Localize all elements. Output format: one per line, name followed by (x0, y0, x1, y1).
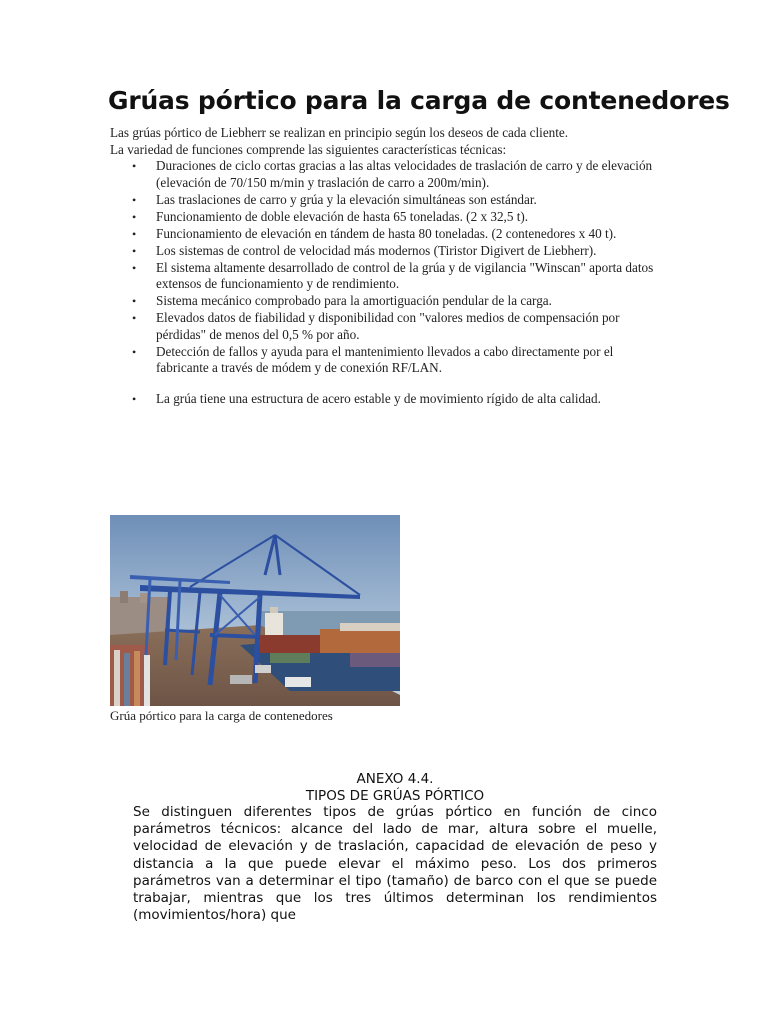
features-list (110, 158, 662, 408)
annex-number: ANEXO 4.4. (356, 771, 434, 787)
list-item: • El sistema altamente desarrollado de control de la grúa y de vigilancia "Winscan" aporta datos extensos de funcionamiento y de rendimiento. (132, 259, 654, 291)
bullet-icon: • (132, 294, 137, 308)
photo-caption: Grúa pórtico para la carga de contenedores (110, 708, 333, 723)
list-item: • La grúa tiene una estructura de acero estable y de movimiento rígido de alta calidad. (132, 390, 601, 406)
intro-line-2: La variedad de funciones comprende las siguientes características técnicas: (110, 141, 507, 157)
list-item: • Los sistemas de control de velocidad más modernos (Tiristor Digivert de Liebherr). (132, 242, 597, 258)
bullet-icon: • (132, 159, 137, 173)
list-item: • Detección de fallos y ayuda para el mantenimiento llevados a cabo directamente por el fabricante a través de módem y de conexión RF/LAN. (132, 343, 614, 375)
bullet-icon: • (132, 260, 137, 275)
bullet-icon: • (132, 192, 137, 207)
intro-paragraph (110, 125, 662, 158)
crane-photo (110, 515, 400, 706)
list-item: • Las traslaciones de carro y grúa y la elevación simultáneas son estándar. (132, 191, 537, 207)
list-item: • Funcionamiento de doble elevación de hasta 65 toneladas. (2 x 32,5 t). (132, 208, 529, 224)
bullet-icon: • (132, 344, 137, 359)
bullet-icon: • (132, 391, 137, 406)
list-item: • Elevados datos de fiabilidad y disponibilidad con "valores medios de compensación por pérdidas" de menos del 0,5 % por año. (132, 310, 620, 342)
annex-heading (133, 771, 657, 805)
page-title: Grúas pórtico para la carga de contenedores (108, 86, 730, 115)
list-item: • Duraciones de ciclo cortas gracias a las altas velocidades de traslación de carro y de elevación (elevación de 70/150 m/min y traslación de carro a 200m/min). (132, 158, 653, 190)
list-item: • Sistema mecánico comprobado para la amortiguación pendular de la carga. (132, 293, 552, 308)
intro-line-1: Las grúas pórtico de Liebherr se realizan en principio según los deseos de cada cliente. (110, 125, 569, 140)
bullet-icon: • (132, 226, 137, 241)
bullet-icon: • (132, 311, 137, 325)
bullet-icon: • (132, 243, 137, 258)
annex-title: TIPOS DE GRÚAS PÓRTICO (305, 788, 485, 804)
body-paragraph: Se distinguen diferentes tipos de grúas pórtico en función de cinco parámetros técnicos: alcance del lado de mar, altura sobre el muelle, velocidad de elevación y de traslación, capacidad de elevación de peso y distancia a la que puede elevar el máximo peso. Los dos primeros parámetros van a determinar el tipo (tamaño) de barco con el que se puede trabajar, mientras que los tres últimos determinan los rendimientos (movimientos/hora) que (133, 804, 657, 924)
bullet-icon: • (132, 209, 137, 224)
list-item: • Funcionamiento de elevación en tándem de hasta 80 toneladas. (2 contenedores x 40 t). (132, 225, 617, 241)
